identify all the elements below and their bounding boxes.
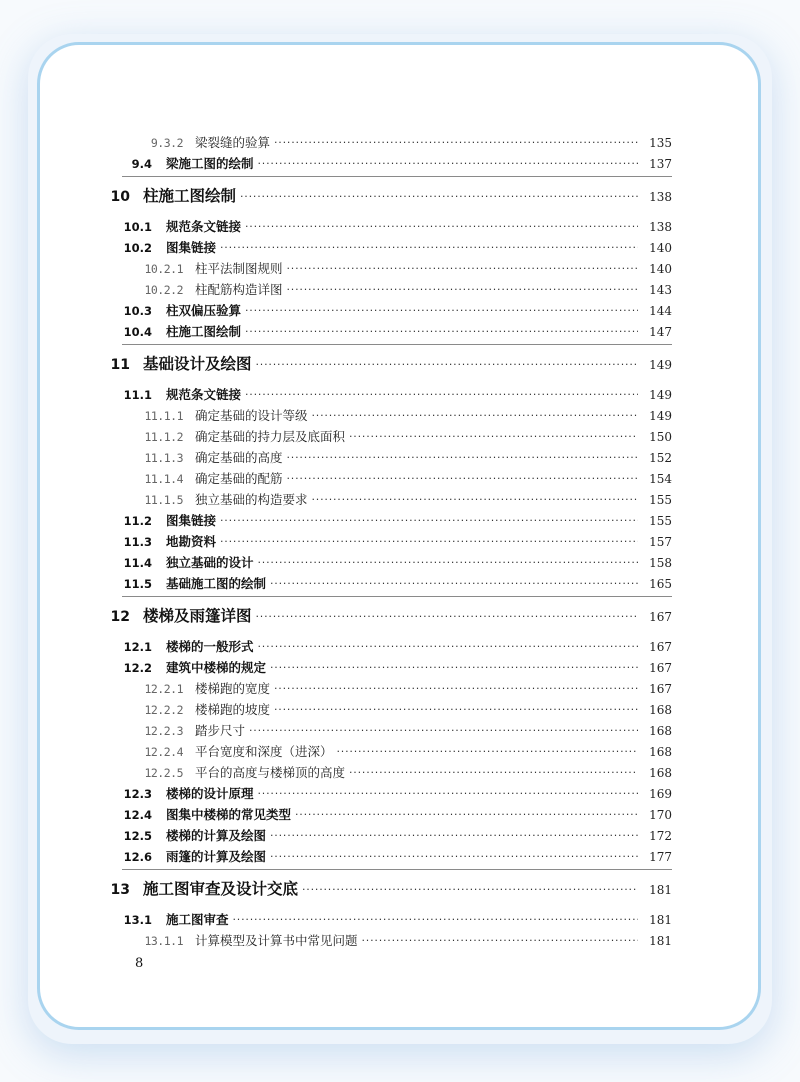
toc-entry[interactable] bbox=[0, 532, 800, 552]
toc-entry-title: 独立基础的设计 bbox=[166, 555, 254, 570]
toc-entry-number: 11.1.5 bbox=[144, 493, 183, 507]
toc-entry-title: 柱平法制图规则 bbox=[195, 261, 283, 276]
toc-entry-title: 确定基础的设计等级 bbox=[195, 408, 308, 423]
toc-chapter-number: 11 bbox=[110, 357, 130, 373]
toc-entry-title: 图集中楼梯的常见类型 bbox=[166, 807, 292, 822]
toc-entry[interactable] bbox=[0, 448, 800, 468]
toc-entry-page: 167 bbox=[649, 682, 672, 696]
section-divider bbox=[122, 344, 672, 345]
dot-leader bbox=[362, 930, 638, 951]
toc-entry-page: 154 bbox=[649, 472, 672, 486]
toc-entry-page: 158 bbox=[649, 556, 672, 570]
toc-entry[interactable] bbox=[0, 784, 800, 804]
toc-entry[interactable] bbox=[0, 322, 800, 342]
toc-entry-number: 12.2.2 bbox=[144, 703, 183, 717]
toc-entry-number: 13.1 bbox=[123, 913, 152, 927]
dot-leader bbox=[258, 783, 638, 804]
toc-entry-title: 楼梯的设计原理 bbox=[166, 786, 254, 801]
dot-leader bbox=[270, 573, 638, 594]
toc-entry-page: 143 bbox=[649, 283, 672, 297]
dot-leader bbox=[220, 237, 638, 258]
dot-leader bbox=[295, 804, 638, 825]
dot-leader bbox=[258, 552, 638, 573]
dot-leader bbox=[258, 636, 638, 657]
toc-entry[interactable] bbox=[0, 574, 800, 594]
toc-entry-title: 规范条文链接 bbox=[166, 219, 242, 234]
toc-entry-page: 165 bbox=[649, 577, 672, 591]
toc-entry-page: 149 bbox=[649, 388, 672, 402]
toc-entry-page: 168 bbox=[649, 703, 672, 717]
toc-entry-number: 12.5 bbox=[123, 829, 152, 843]
toc-entry-page: 167 bbox=[649, 661, 672, 675]
dot-leader bbox=[287, 258, 638, 279]
toc-entry-page: 167 bbox=[649, 640, 672, 654]
toc-entry[interactable] bbox=[0, 658, 800, 678]
toc-chapter[interactable] bbox=[0, 875, 800, 903]
toc-chapter-number: 10 bbox=[110, 189, 130, 205]
dot-leader bbox=[274, 132, 638, 153]
toc-entry-page: 168 bbox=[649, 766, 672, 780]
toc-entry-number: 13.1.1 bbox=[144, 934, 183, 948]
toc-entry[interactable] bbox=[0, 931, 800, 951]
toc-entry-page: 177 bbox=[649, 850, 672, 864]
toc-chapter-page: 181 bbox=[649, 883, 672, 897]
toc-entry-number: 9.3.2 bbox=[150, 136, 183, 150]
toc-entry-number: 10.1 bbox=[123, 220, 152, 234]
toc-entry[interactable] bbox=[0, 154, 800, 174]
toc-entry[interactable] bbox=[0, 511, 800, 531]
dot-leader bbox=[270, 846, 638, 867]
toc-entry-page: 147 bbox=[649, 325, 672, 339]
toc-entry-title: 建筑中楼梯的规定 bbox=[166, 660, 267, 675]
toc-entry[interactable] bbox=[0, 910, 800, 930]
toc-chapter[interactable] bbox=[0, 182, 800, 210]
dot-leader bbox=[233, 909, 638, 930]
toc-entry[interactable] bbox=[0, 637, 800, 657]
toc-entry-number: 10.3 bbox=[123, 304, 152, 318]
toc-entry-number: 12.2.5 bbox=[144, 766, 183, 780]
toc-entry-title: 柱施工图绘制 bbox=[166, 324, 242, 339]
toc-entry-title: 确定基础的配筋 bbox=[195, 471, 283, 486]
toc-entry-title: 规范条文链接 bbox=[166, 387, 242, 402]
toc-entry[interactable] bbox=[0, 553, 800, 573]
dot-leader bbox=[287, 447, 638, 468]
toc-entry[interactable] bbox=[0, 469, 800, 489]
toc-entry-page: 172 bbox=[649, 829, 672, 843]
toc-entry-page: 168 bbox=[649, 724, 672, 738]
toc-entry[interactable] bbox=[0, 700, 800, 720]
dot-leader bbox=[312, 489, 638, 510]
dot-leader bbox=[274, 699, 638, 720]
toc-entry-number: 11.1.1 bbox=[144, 409, 183, 423]
toc-entry-title: 图集链接 bbox=[166, 513, 217, 528]
toc-entry-title: 梁施工图的绘制 bbox=[166, 156, 254, 171]
toc-chapter-number: 12 bbox=[110, 609, 130, 625]
dot-leader bbox=[287, 468, 638, 489]
toc-entry-number: 12.4 bbox=[123, 808, 152, 822]
dot-leader bbox=[349, 762, 638, 783]
dot-leader bbox=[249, 720, 638, 741]
toc-entry-page: 135 bbox=[649, 136, 672, 150]
toc-entry-title: 施工图审查 bbox=[166, 912, 229, 927]
toc-entry[interactable] bbox=[0, 217, 800, 237]
toc-chapter-title: 施工图审查及设计交底 bbox=[143, 879, 299, 898]
toc-entry-page: 181 bbox=[649, 934, 672, 948]
toc-entry-title: 平台宽度和深度（进深） bbox=[195, 744, 333, 759]
toc-chapter[interactable] bbox=[0, 602, 800, 630]
toc-entry-page: 155 bbox=[649, 514, 672, 528]
toc-entry-number: 11.2 bbox=[123, 514, 152, 528]
toc-entry-title: 图集链接 bbox=[166, 240, 217, 255]
dot-leader bbox=[245, 384, 638, 405]
toc-entry[interactable] bbox=[0, 301, 800, 321]
toc-entry-title: 地勘资料 bbox=[166, 534, 217, 549]
toc-chapter-page: 149 bbox=[649, 358, 672, 372]
toc-entry-number: 11.1.2 bbox=[144, 430, 183, 444]
dot-leader bbox=[270, 825, 638, 846]
toc-entry[interactable] bbox=[0, 133, 800, 153]
toc-entry-title: 确定基础的高度 bbox=[195, 450, 283, 465]
toc-entry-title: 楼梯跑的宽度 bbox=[195, 681, 271, 696]
toc-entry[interactable] bbox=[0, 490, 800, 510]
toc-entry-number: 11.3 bbox=[123, 535, 152, 549]
toc-entry-page: 168 bbox=[649, 745, 672, 759]
section-divider bbox=[122, 596, 672, 597]
toc-entry-page: 137 bbox=[649, 157, 672, 171]
toc-entry-page: 152 bbox=[649, 451, 672, 465]
toc-entry-title: 基础施工图的绘制 bbox=[166, 576, 267, 591]
toc-entry-number: 11.1.3 bbox=[144, 451, 183, 465]
toc-entry-number: 12.2.4 bbox=[144, 745, 183, 759]
toc-entry-page: 170 bbox=[649, 808, 672, 822]
toc-entry-number: 11.1 bbox=[123, 388, 152, 402]
page-number: 8 bbox=[135, 956, 144, 971]
dot-leader bbox=[240, 181, 638, 211]
toc-chapter-title: 柱施工图绘制 bbox=[143, 186, 237, 205]
toc-entry[interactable] bbox=[0, 427, 800, 447]
toc-entry-number: 12.2 bbox=[123, 661, 152, 675]
toc-entry-page: 149 bbox=[649, 409, 672, 423]
toc-entry-page: 181 bbox=[649, 913, 672, 927]
toc-entry-number: 12.2.3 bbox=[144, 724, 183, 738]
dot-leader bbox=[245, 321, 638, 342]
toc-chapter-page: 167 bbox=[649, 610, 672, 624]
toc-entry[interactable] bbox=[0, 742, 800, 762]
dot-leader bbox=[245, 300, 638, 321]
toc-entry[interactable] bbox=[0, 406, 800, 426]
toc-entry[interactable] bbox=[0, 763, 800, 783]
dot-leader bbox=[245, 216, 638, 237]
toc-entry-title: 楼梯的计算及绘图 bbox=[166, 828, 267, 843]
dot-leader bbox=[256, 601, 638, 631]
toc-entry-number: 9.4 bbox=[131, 157, 152, 171]
toc-entry-page: 169 bbox=[649, 787, 672, 801]
dot-leader bbox=[274, 678, 638, 699]
toc-entry-page: 157 bbox=[649, 535, 672, 549]
toc-entry-title: 楼梯的一般形式 bbox=[166, 639, 254, 654]
section-divider bbox=[122, 869, 672, 870]
toc-entry-number: 11.1.4 bbox=[144, 472, 183, 486]
section-divider bbox=[122, 176, 672, 177]
toc-entry-page: 140 bbox=[649, 262, 672, 276]
dot-leader bbox=[220, 510, 638, 531]
toc-entry-number: 12.6 bbox=[123, 850, 152, 864]
toc-entry[interactable] bbox=[0, 826, 800, 846]
toc-entry-number: 12.3 bbox=[123, 787, 152, 801]
dot-leader bbox=[258, 153, 638, 174]
dot-leader bbox=[312, 405, 638, 426]
toc-entry[interactable] bbox=[0, 805, 800, 825]
toc-entry[interactable] bbox=[0, 259, 800, 279]
toc-entry-title: 楼梯跑的坡度 bbox=[195, 702, 271, 717]
dot-leader bbox=[349, 426, 638, 447]
toc-entry-title: 计算模型及计算书中常见问题 bbox=[195, 933, 358, 948]
dot-leader bbox=[220, 531, 638, 552]
toc-entry-page: 138 bbox=[649, 220, 672, 234]
toc-entry-title: 雨篷的计算及绘图 bbox=[166, 849, 267, 864]
dot-leader bbox=[270, 657, 638, 678]
toc-entry-number: 12.2.1 bbox=[144, 682, 183, 696]
toc-entry-number: 10.2 bbox=[123, 241, 152, 255]
toc-entry-page: 144 bbox=[649, 304, 672, 318]
toc-entry-number: 11.5 bbox=[123, 577, 152, 591]
toc-entry-title: 踏步尺寸 bbox=[195, 723, 246, 738]
toc-entry-page: 155 bbox=[649, 493, 672, 507]
dot-leader bbox=[337, 741, 638, 762]
toc-entry-title: 柱配筋构造详图 bbox=[195, 282, 283, 297]
toc-entry-page: 150 bbox=[649, 430, 672, 444]
toc-chapter-number: 13 bbox=[110, 882, 130, 898]
dot-leader bbox=[287, 279, 638, 300]
toc-entry-title: 独立基础的构造要求 bbox=[195, 492, 308, 507]
toc-entry[interactable] bbox=[0, 280, 800, 300]
toc-entry-number: 11.4 bbox=[123, 556, 152, 570]
dot-leader bbox=[256, 349, 638, 379]
toc-entry-title: 梁裂缝的验算 bbox=[195, 135, 271, 150]
toc-chapter-page: 138 bbox=[649, 190, 672, 204]
toc-entry[interactable] bbox=[0, 721, 800, 741]
toc-entry-title: 平台的高度与楼梯顶的高度 bbox=[195, 765, 346, 780]
toc-chapter-title: 基础设计及绘图 bbox=[143, 354, 252, 373]
toc-chapter[interactable] bbox=[0, 350, 800, 378]
toc-entry-page: 140 bbox=[649, 241, 672, 255]
toc-entry-number: 10.4 bbox=[123, 325, 152, 339]
toc-entry-number: 12.1 bbox=[123, 640, 152, 654]
toc-entry[interactable] bbox=[0, 385, 800, 405]
dot-leader bbox=[302, 874, 638, 904]
toc-entry[interactable] bbox=[0, 238, 800, 258]
toc-chapter-title: 楼梯及雨篷详图 bbox=[143, 606, 252, 625]
toc-entry-number: 10.2.2 bbox=[144, 283, 183, 297]
toc-entry[interactable] bbox=[0, 847, 800, 867]
toc-entry[interactable] bbox=[0, 679, 800, 699]
toc-entry-title: 确定基础的持力层及底面积 bbox=[195, 429, 346, 444]
toc-entry-number: 10.2.1 bbox=[144, 262, 183, 276]
toc-entry-title: 柱双偏压验算 bbox=[166, 303, 242, 318]
